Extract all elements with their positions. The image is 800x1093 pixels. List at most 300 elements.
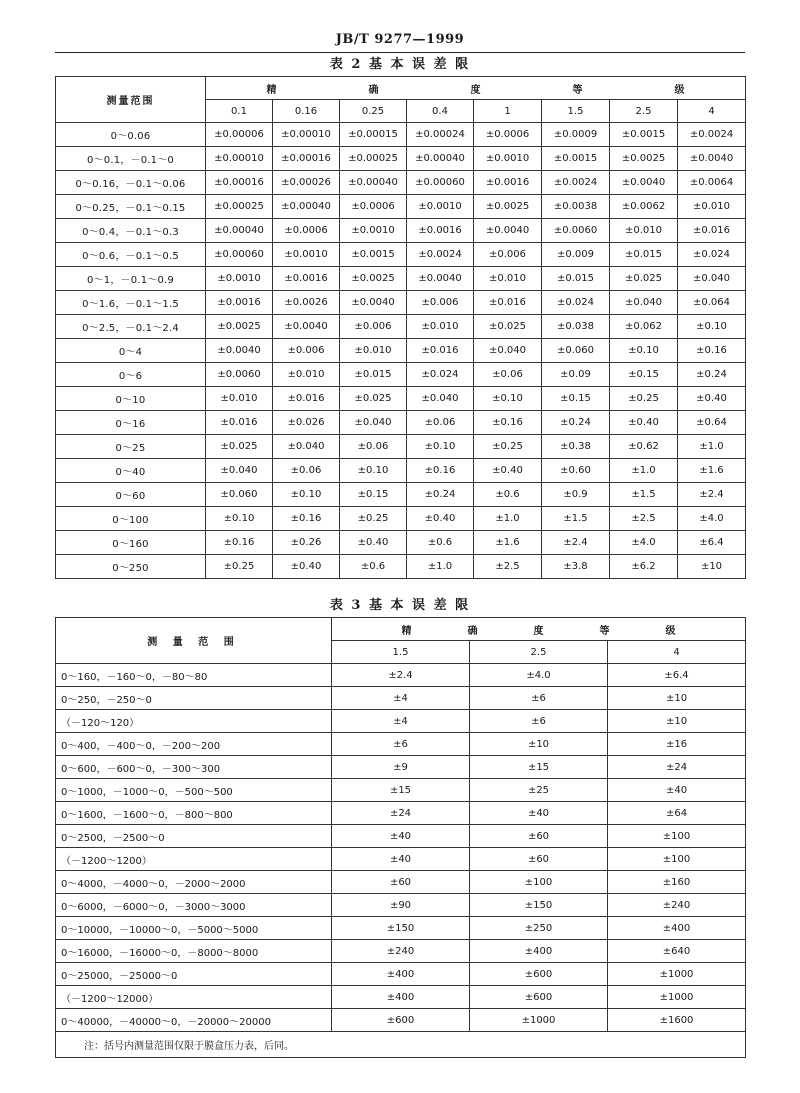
table2-value-cell: ±0.040 — [474, 339, 542, 363]
table3-header-row-1 — [56, 618, 746, 641]
table2-value-cell: ±0.0016 — [407, 219, 474, 243]
table3-value-cell: ±60 — [470, 825, 608, 848]
table3-range-cell: 0～6000，－6000～0，－3000～3000 — [56, 894, 332, 917]
table3-range-cell: （－1200～1200） — [56, 848, 332, 871]
table2-range-header: 测量范围 — [56, 77, 206, 123]
table3-note-row — [56, 1032, 746, 1058]
table2-grade-char: 级 — [674, 84, 685, 96]
table2-value-cell: ±0.025 — [474, 315, 542, 339]
table2-row — [56, 267, 746, 291]
table3-range-cell: 0～4000，－4000～0，－2000～2000 — [56, 871, 332, 894]
table2-value-cell: ±0.0062 — [610, 195, 678, 219]
table2-range-cell: 0～25 — [56, 435, 206, 459]
table2-value-cell: ±0.006 — [273, 339, 340, 363]
table2-value-cell: ±1.0 — [407, 555, 474, 579]
table2-row — [56, 123, 746, 147]
table2-grade-label: 0.25 — [340, 100, 407, 123]
table2-value-cell: ±0.0025 — [474, 195, 542, 219]
table2-value-cell: ±0.40 — [474, 459, 542, 483]
table2-value-cell: ±0.26 — [273, 531, 340, 555]
table2-value-cell: ±0.0015 — [610, 123, 678, 147]
table2-value-cell: ±0.016 — [474, 291, 542, 315]
table3-value-cell: ±600 — [470, 963, 608, 986]
table2-value-cell: ±0.009 — [542, 243, 610, 267]
table2-range-cell: 0～40 — [56, 459, 206, 483]
table3-value-cell: ±40 — [608, 779, 746, 802]
table2-value-cell: ±0.016 — [678, 219, 746, 243]
table3-value-cell: ±15 — [470, 756, 608, 779]
table3-range-cell: （－120～120） — [56, 710, 332, 733]
table2-value-cell: ±0.16 — [678, 339, 746, 363]
table2-range-cell: 0～10 — [56, 387, 206, 411]
table2-value-cell: ±0.060 — [542, 339, 610, 363]
table2-value-cell: ±0.10 — [340, 459, 407, 483]
table2-header-row-1 — [56, 77, 746, 100]
table2-value-cell: ±0.060 — [206, 483, 273, 507]
table3-value-cell: ±100 — [608, 848, 746, 871]
table2-row — [56, 411, 746, 435]
table2-value-cell: ±0.15 — [542, 387, 610, 411]
table2-grade-char: 等 — [572, 84, 583, 96]
table3-row — [56, 802, 746, 825]
table3-range-cell: 0～250，－250～0 — [56, 687, 332, 710]
table2-value-cell: ±0.06 — [407, 411, 474, 435]
table3-range-header: 测 量 范 围 — [56, 618, 332, 664]
table2-value-cell: ±1.0 — [678, 435, 746, 459]
table2-row — [56, 315, 746, 339]
table2-value-cell: ±0.0025 — [340, 267, 407, 291]
table2-value-cell: ±0.026 — [273, 411, 340, 435]
table2-range-cell: 0～6 — [56, 363, 206, 387]
table2-value-cell: ±0.25 — [340, 507, 407, 531]
table2-value-cell: ±0.15 — [340, 483, 407, 507]
table2-value-cell: ±0.010 — [678, 195, 746, 219]
table2-value-cell: ±0.40 — [273, 555, 340, 579]
table2-row — [56, 555, 746, 579]
table2-value-cell: ±0.06 — [273, 459, 340, 483]
table2-value-cell: ±0.00024 — [407, 123, 474, 147]
table2-value-cell: ±0.062 — [610, 315, 678, 339]
table2-value-cell: ±0.09 — [542, 363, 610, 387]
table3-value-cell: ±10 — [608, 710, 746, 733]
table2-value-cell: ±0.040 — [273, 435, 340, 459]
table3-value-cell: ±90 — [332, 894, 470, 917]
table2-grade-header — [206, 77, 746, 100]
table2-grade-label: 0.4 — [407, 100, 474, 123]
table2-value-cell: ±0.00015 — [340, 123, 407, 147]
table3-value-cell: ±160 — [608, 871, 746, 894]
table3-range-cell: 0～25000，－25000～0 — [56, 963, 332, 986]
table3-value-cell: ±240 — [332, 940, 470, 963]
table3-row — [56, 940, 746, 963]
table2-value-cell: ±1.0 — [610, 459, 678, 483]
table2-value-cell: ±0.40 — [610, 411, 678, 435]
table2-value-cell: ±0.025 — [206, 435, 273, 459]
table3-value-cell: ±1000 — [608, 986, 746, 1009]
table3-value-cell: ±40 — [470, 802, 608, 825]
table2-value-cell: ±6.2 — [610, 555, 678, 579]
table2-grade-label: 4 — [678, 100, 746, 123]
table2-value-cell: ±0.16 — [407, 459, 474, 483]
table2-value-cell: ±0.010 — [474, 267, 542, 291]
table2-value-cell: ±0.024 — [542, 291, 610, 315]
table3-row — [56, 779, 746, 802]
table2-grade-label: 1 — [474, 100, 542, 123]
table2-caption: 表 2 基 本 误 差 限 — [329, 57, 471, 72]
table2-value-cell: ±0.015 — [340, 363, 407, 387]
table2-value-cell: ±3.8 — [542, 555, 610, 579]
table2-value-cell: ±0.06 — [474, 363, 542, 387]
table2-value-cell: ±0.006 — [340, 315, 407, 339]
table2-value-cell: ±0.10 — [610, 339, 678, 363]
table3-value-cell: ±10 — [470, 733, 608, 756]
table2-value-cell: ±0.024 — [407, 363, 474, 387]
table2-value-cell: ±0.00016 — [206, 171, 273, 195]
table2-row — [56, 147, 746, 171]
table3-value-cell: ±1600 — [608, 1009, 746, 1032]
table3-row — [56, 664, 746, 687]
table2-value-cell: ±0.10 — [474, 387, 542, 411]
table2-value-cell: ±0.010 — [273, 363, 340, 387]
table3-value-cell: ±15 — [332, 779, 470, 802]
table2-grade-char: 度 — [470, 84, 481, 96]
table3-grade-char: 确 — [467, 625, 478, 637]
table2-row — [56, 387, 746, 411]
table2-value-cell: ±0.60 — [542, 459, 610, 483]
table2-value-cell: ±0.010 — [610, 219, 678, 243]
table3-row — [56, 1009, 746, 1032]
table3-grade-char: 度 — [533, 625, 544, 637]
table2-row — [56, 507, 746, 531]
table3-row — [56, 825, 746, 848]
table2-value-cell: ±4.0 — [678, 507, 746, 531]
table3-basic-error-limits — [55, 617, 746, 1058]
table2-value-cell: ±0.00025 — [340, 147, 407, 171]
table2-row — [56, 531, 746, 555]
table2-value-cell: ±0.010 — [206, 387, 273, 411]
table2-value-cell: ±0.16 — [273, 507, 340, 531]
table2-value-cell: ±0.0060 — [206, 363, 273, 387]
table2-value-cell: ±0.00040 — [206, 219, 273, 243]
table2-value-cell: ±0.0026 — [273, 291, 340, 315]
standard-header — [55, 28, 745, 53]
table3-grade-label: 1.5 — [332, 641, 470, 664]
table2-value-cell: ±0.64 — [678, 411, 746, 435]
table2-value-cell: ±0.025 — [340, 387, 407, 411]
table2-value-cell: ±0.010 — [407, 315, 474, 339]
table2-value-cell: ±6.4 — [678, 531, 746, 555]
table2-value-cell: ±0.0040 — [273, 315, 340, 339]
table2-value-cell: ±0.6 — [340, 555, 407, 579]
table2-value-cell: ±0.6 — [407, 531, 474, 555]
table3-row — [56, 848, 746, 871]
table2-value-cell: ±0.0064 — [678, 171, 746, 195]
table3-value-cell: ±150 — [332, 917, 470, 940]
table2-range-cell: 0～0.6，－0.1～0.5 — [56, 243, 206, 267]
table2-grade-label: 2.5 — [610, 100, 678, 123]
table3-value-cell: ±600 — [332, 1009, 470, 1032]
table2-value-cell: ±0.00040 — [407, 147, 474, 171]
table2-value-cell: ±0.0040 — [206, 339, 273, 363]
table2-value-cell: ±0.16 — [206, 531, 273, 555]
table2-value-cell: ±0.0015 — [340, 243, 407, 267]
table2-value-cell: ±0.010 — [340, 339, 407, 363]
table2-value-cell: ±0.0016 — [273, 267, 340, 291]
table2-value-cell: ±0.0040 — [407, 267, 474, 291]
table2-value-cell: ±10 — [678, 555, 746, 579]
table3-value-cell: ±240 — [608, 894, 746, 917]
table2-value-cell: ±0.006 — [407, 291, 474, 315]
table2-row — [56, 291, 746, 315]
table2-value-cell: ±0.0010 — [206, 267, 273, 291]
table2-value-cell: ±0.016 — [273, 387, 340, 411]
table3-value-cell: ±400 — [332, 963, 470, 986]
table2-value-cell: ±0.040 — [678, 267, 746, 291]
table2-value-cell: ±0.40 — [340, 531, 407, 555]
table3-row — [56, 917, 746, 940]
table2-value-cell: ±0.0025 — [610, 147, 678, 171]
table2-value-cell: ±0.024 — [678, 243, 746, 267]
table3-value-cell: ±2.4 — [332, 664, 470, 687]
table3-value-cell: ±1000 — [470, 1009, 608, 1032]
table2-range-cell: 0～0.16，－0.1～0.06 — [56, 171, 206, 195]
table3-range-cell: 0～600，－600～0，－300～300 — [56, 756, 332, 779]
table2-value-cell: ±0.0040 — [678, 147, 746, 171]
table2-grade-char: 精 — [266, 84, 277, 96]
table2-row — [56, 171, 746, 195]
table2-value-cell: ±0.9 — [542, 483, 610, 507]
table3-value-cell: ±6 — [470, 710, 608, 733]
table2-value-cell: ±0.0060 — [542, 219, 610, 243]
table2-value-cell: ±0.040 — [206, 459, 273, 483]
table2-range-cell: 0～250 — [56, 555, 206, 579]
table2-value-cell: ±1.5 — [542, 507, 610, 531]
table2-value-cell: ±0.0006 — [474, 123, 542, 147]
table2-value-cell: ±4.0 — [610, 531, 678, 555]
table3-value-cell: ±40 — [332, 848, 470, 871]
table2-value-cell: ±0.10 — [678, 315, 746, 339]
table3-value-cell: ±640 — [608, 940, 746, 963]
table2-row — [56, 483, 746, 507]
table2-value-cell: ±0.0015 — [542, 147, 610, 171]
table2-value-cell: ±0.38 — [542, 435, 610, 459]
table2-grade-char: 确 — [368, 84, 379, 96]
table2-value-cell: ±0.0040 — [474, 219, 542, 243]
table2-range-cell: 0～60 — [56, 483, 206, 507]
table2-value-cell: ±0.10 — [206, 507, 273, 531]
table2-value-cell: ±0.24 — [407, 483, 474, 507]
table2-range-cell: 0～1.6，－0.1～1.5 — [56, 291, 206, 315]
table2-value-cell: ±0.00040 — [340, 171, 407, 195]
table2-value-cell: ±0.00010 — [206, 147, 273, 171]
table2-value-cell: ±0.00010 — [273, 123, 340, 147]
table2-value-cell: ±0.00026 — [273, 171, 340, 195]
table3-row — [56, 963, 746, 986]
table2-value-cell: ±0.0010 — [407, 195, 474, 219]
table3-row — [56, 986, 746, 1009]
table2-value-cell: ±2.5 — [610, 507, 678, 531]
table3-value-cell: ±400 — [470, 940, 608, 963]
table2-value-cell: ±0.00016 — [273, 147, 340, 171]
table2-value-cell: ±0.62 — [610, 435, 678, 459]
table2-value-cell: ±0.00060 — [206, 243, 273, 267]
table2-range-cell: 0～0.4，－0.1～0.3 — [56, 219, 206, 243]
table3-value-cell: ±24 — [332, 802, 470, 825]
table3-range-cell: 0～400，－400～0，－200～200 — [56, 733, 332, 756]
table3-value-cell: ±6.4 — [608, 664, 746, 687]
table3-value-cell: ±40 — [332, 825, 470, 848]
table2-value-cell: ±0.040 — [340, 411, 407, 435]
table3-value-cell: ±600 — [470, 986, 608, 1009]
table2-value-cell: ±0.040 — [610, 291, 678, 315]
table2-value-cell: ±1.6 — [678, 459, 746, 483]
table2-basic-error-limits — [55, 76, 746, 579]
table2-value-cell: ±0.064 — [678, 291, 746, 315]
standard-number: JB/T 9277—1999 — [335, 32, 465, 47]
table2-value-cell: ±1.0 — [474, 507, 542, 531]
table2-range-cell: 0～0.25，－0.1～0.15 — [56, 195, 206, 219]
table3-range-cell: 0～1000，－1000～0，－500～500 — [56, 779, 332, 802]
table3-value-cell: ±1000 — [608, 963, 746, 986]
table2-row — [56, 339, 746, 363]
table3-row — [56, 871, 746, 894]
table2-value-cell: ±0.40 — [407, 507, 474, 531]
table3-row — [56, 710, 746, 733]
table3-value-cell: ±4 — [332, 710, 470, 733]
table2-range-cell: 0～16 — [56, 411, 206, 435]
table2-value-cell: ±0.0040 — [340, 291, 407, 315]
table3-grade-char: 级 — [665, 625, 676, 637]
table3-caption: 表 3 基 本 误 差 限 — [329, 598, 471, 613]
table3-row — [56, 894, 746, 917]
table2-value-cell: ±0.0038 — [542, 195, 610, 219]
table2-value-cell: ±0.00025 — [206, 195, 273, 219]
table3-value-cell: ±100 — [470, 871, 608, 894]
table2-row — [56, 195, 746, 219]
table2-row — [56, 459, 746, 483]
table3-range-cell: 0～40000，－40000～0，－20000～20000 — [56, 1009, 332, 1032]
table3-grade-char: 精 — [401, 625, 412, 637]
table2-value-cell: ±0.06 — [340, 435, 407, 459]
table3-value-cell: ±250 — [470, 917, 608, 940]
table3-grade-label: 2.5 — [470, 641, 608, 664]
table3-value-cell: ±6 — [332, 733, 470, 756]
table2-grade-label: 0.1 — [206, 100, 273, 123]
table2-value-cell: ±0.015 — [542, 267, 610, 291]
table3-range-cell: 0～16000，－16000～0，－8000～8000 — [56, 940, 332, 963]
table2-value-cell: ±0.0025 — [206, 315, 273, 339]
table3-row — [56, 733, 746, 756]
table2-value-cell: ±0.0024 — [407, 243, 474, 267]
table2-value-cell: ±0.15 — [610, 363, 678, 387]
table3-value-cell: ±150 — [470, 894, 608, 917]
table3-value-cell: ±64 — [608, 802, 746, 825]
table2-value-cell: ±0.0040 — [610, 171, 678, 195]
table2-value-cell: ±0.0010 — [273, 243, 340, 267]
table3-range-cell: 0～160，－160～0，－80～80 — [56, 664, 332, 687]
table3-value-cell: ±400 — [608, 917, 746, 940]
table2-row — [56, 243, 746, 267]
table2-value-cell: ±0.016 — [407, 339, 474, 363]
table3-value-cell: ±9 — [332, 756, 470, 779]
table2-value-cell: ±0.015 — [610, 243, 678, 267]
table2-value-cell: ±0.006 — [474, 243, 542, 267]
table3-range-cell: （－1200～12000） — [56, 986, 332, 1009]
table2-grade-label: 0.16 — [273, 100, 340, 123]
table2-value-cell: ±0.040 — [407, 387, 474, 411]
table2-range-cell: 0～0.1，－0.1～0 — [56, 147, 206, 171]
table2-value-cell: ±0.0010 — [340, 219, 407, 243]
table3-value-cell: ±60 — [332, 871, 470, 894]
table2-range-cell: 0～1，－0.1～0.9 — [56, 267, 206, 291]
table3-value-cell: ±10 — [608, 687, 746, 710]
table2-value-cell: ±0.016 — [206, 411, 273, 435]
table2-value-cell: ±0.0009 — [542, 123, 610, 147]
table2-value-cell: ±0.00006 — [206, 123, 273, 147]
table2-value-cell: ±0.038 — [542, 315, 610, 339]
table2-value-cell: ±0.0016 — [474, 171, 542, 195]
table3-grade-header — [332, 618, 746, 641]
table2-value-cell: ±0.0006 — [340, 195, 407, 219]
table3-row — [56, 756, 746, 779]
table2-value-cell: ±0.24 — [542, 411, 610, 435]
table2-row — [56, 435, 746, 459]
table3-value-cell: ±6 — [470, 687, 608, 710]
table3-value-cell: ±16 — [608, 733, 746, 756]
table2-value-cell: ±0.25 — [206, 555, 273, 579]
table2-value-cell: ±0.00060 — [407, 171, 474, 195]
table2-value-cell: ±1.6 — [474, 531, 542, 555]
table2-value-cell: ±0.10 — [273, 483, 340, 507]
table2-value-cell: ±0.0024 — [542, 171, 610, 195]
table2-value-cell: ±0.10 — [407, 435, 474, 459]
table3-note: 注：括号内测量范围仅限于膜盒压力表，后同。 — [56, 1032, 746, 1058]
table3-value-cell: ±100 — [608, 825, 746, 848]
table3-value-cell: ±24 — [608, 756, 746, 779]
table2-value-cell: ±2.4 — [678, 483, 746, 507]
table2-value-cell: ±0.0010 — [474, 147, 542, 171]
table2-value-cell: ±0.0024 — [678, 123, 746, 147]
table2-value-cell: ±2.4 — [542, 531, 610, 555]
table3-value-cell: ±25 — [470, 779, 608, 802]
table3-grade-char: 等 — [599, 625, 610, 637]
table3-grade-label: 4 — [608, 641, 746, 664]
table2-range-cell: 0～0.06 — [56, 123, 206, 147]
table2-value-cell: ±0.24 — [678, 363, 746, 387]
table3-value-cell: ±60 — [470, 848, 608, 871]
table2-range-cell: 0～160 — [56, 531, 206, 555]
table3-value-cell: ±4.0 — [470, 664, 608, 687]
table2-value-cell: ±0.6 — [474, 483, 542, 507]
table2-row — [56, 219, 746, 243]
table2-value-cell: ±0.0016 — [206, 291, 273, 315]
table2-value-cell: ±0.025 — [610, 267, 678, 291]
table2-value-cell: ±0.0006 — [273, 219, 340, 243]
table3-value-cell: ±4 — [332, 687, 470, 710]
table2-value-cell: ±2.5 — [474, 555, 542, 579]
table2-range-cell: 0～100 — [56, 507, 206, 531]
table2-value-cell: ±0.00040 — [273, 195, 340, 219]
table2-row — [56, 363, 746, 387]
table2-value-cell: ±1.5 — [610, 483, 678, 507]
table2-range-cell: 0～4 — [56, 339, 206, 363]
table2-grade-label: 1.5 — [542, 100, 610, 123]
table2-value-cell: ±0.25 — [610, 387, 678, 411]
table3-range-cell: 0～2500，－2500～0 — [56, 825, 332, 848]
table3-range-cell: 0～10000，－10000～0，－5000～5000 — [56, 917, 332, 940]
table2-value-cell: ±0.25 — [474, 435, 542, 459]
table3-row — [56, 687, 746, 710]
